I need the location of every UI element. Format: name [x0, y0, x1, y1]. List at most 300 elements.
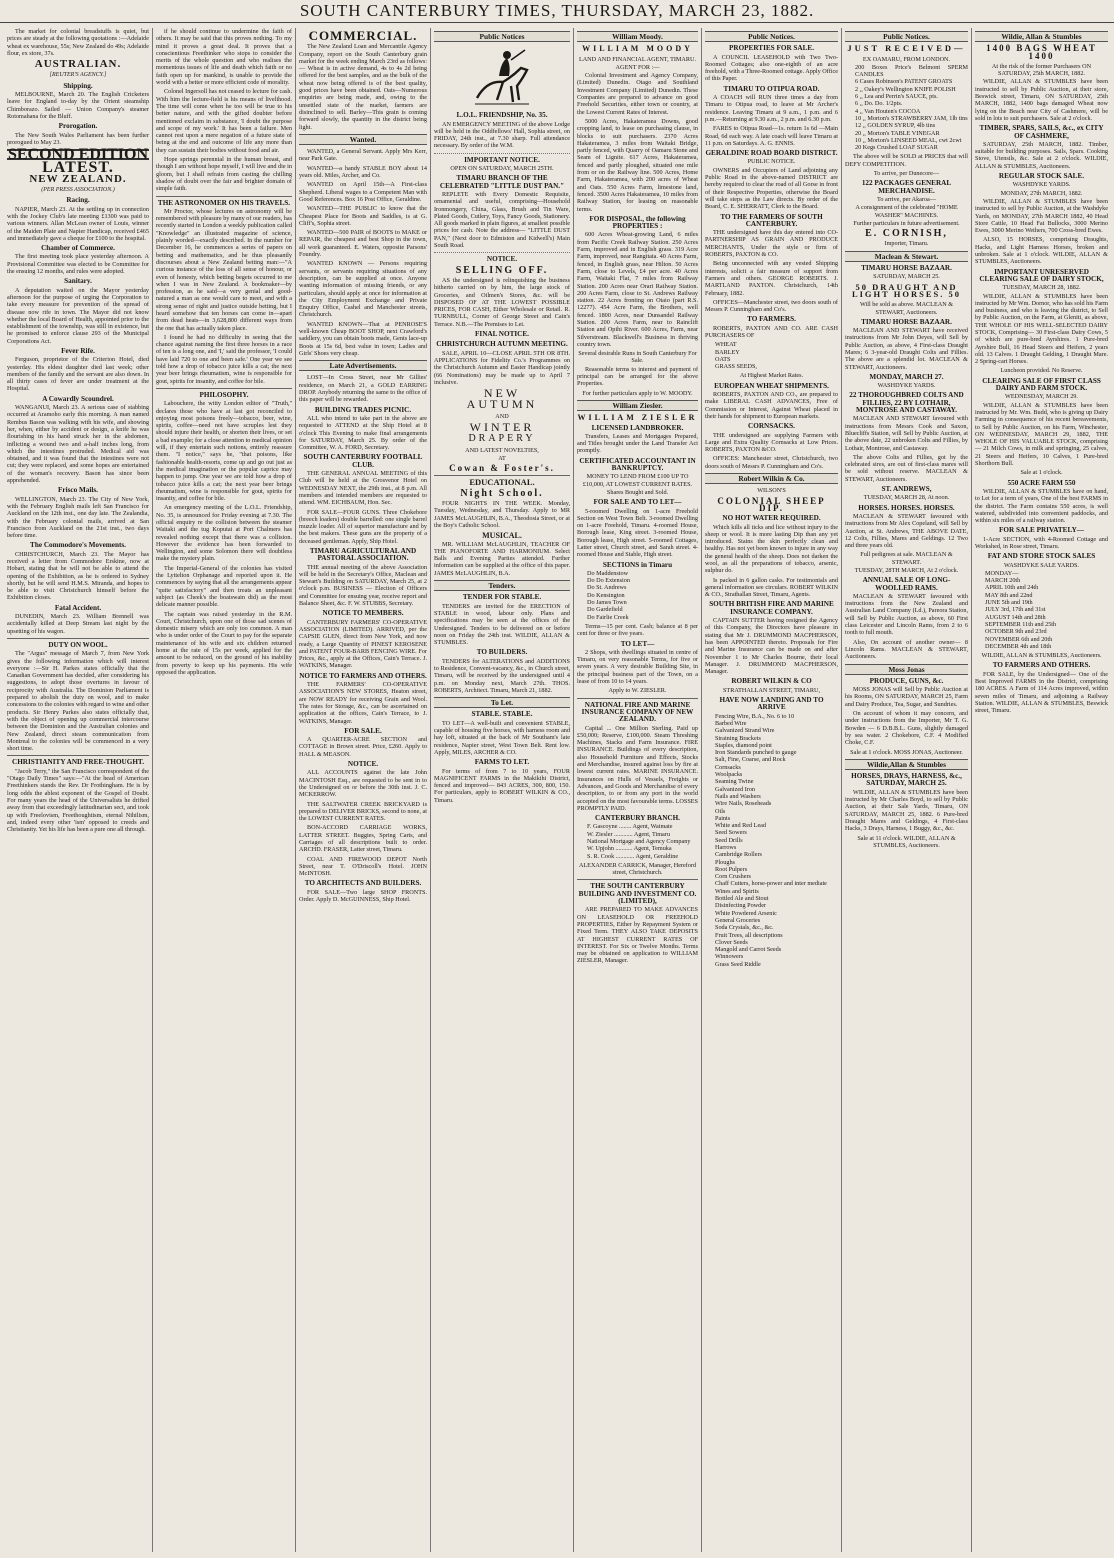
saturday-march-25: SATURDAY, MARCH 25. — [873, 273, 940, 281]
st-andrews-heading: ST. ANDREWS, — [881, 485, 932, 494]
horses-paragraph: ALSO, 15 HORSES, comprising Draughts, Hacks, and Light Harness Horses, broken and unbroken. Sale at 1 o'clock. WILDIE, ALLAN & STUMBLES, Auctioneers. — [975, 236, 1108, 266]
cowan-foster-label: Cowan & Foster's. — [449, 463, 555, 474]
otipua-paragraph: A COACH will RUN three times a day from Timaru to Otipua road, to leave at Mr Archer's residence. Leaving Timaru at 9 a.m., 1 p.m. and 6 p.m.—Returning at 9.30 a.m., 2 p.m. and 6.30 p.m. — [705, 94, 838, 123]
racing-paragraph: NAPIER, March 23. At the settling up in connection with the Jockey Club's late meeting £1300 was paid to various winners. Allan McLean owner of Louis, winner of the Maiden Plate and Napier Handicap, received £465 and immediately gave a cheque for £100 to the hospital. — [7, 205, 149, 242]
public-notices-banner: Public Notices. — [705, 31, 838, 42]
divider — [577, 879, 698, 880]
prorogation-paragraph: The New South Wales Parliament has been further prorogued to May 23. — [7, 131, 149, 146]
dust-pan-heading: TIMARU BRANCH OF THE CELEBRATED "LITTLE DUST PAN." — [439, 174, 565, 190]
cooperative-paragraph: CANTERBURY FARMERS' CO-OPERATIVE ASSOCIATION (LIMITED). ARRIVED, per the CAPSIE GLEN, direct from New York, and now ready, a Large Quantity of PINEST KEROSENE and PATENT FOUR-BARB FENCING WIRE. For Prices, &c., apply at the Offices, Cain's Terrace. J. WATKINS, Manager. — [299, 618, 427, 670]
list-item: Seaming Twine — [715, 778, 754, 786]
ex-oamaru: EX OAMARU, FROM LONDON. — [862, 55, 951, 63]
otipua-heading: TIMARU TO OTIPUA ROAD. — [723, 84, 820, 93]
advances-paragraph: ROBERTS, PAXTON AND CO., are prepared to make LIBERAL CASH ADVANCES, Free of Commission or Interest, Against Wheat placed in their hands for shipment to European markets. — [705, 391, 838, 420]
column-5 — [573, 28, 701, 1552]
list-item: Chaff Cutters, horse-power and inter mediate — [715, 880, 827, 888]
fat-store-heading: FAT AND STORE STOCK SALES — [987, 552, 1096, 561]
draught-horses-heading: 50 DRAUGHT AND LIGHT HORSES. 50 — [851, 281, 962, 299]
geraldine-heading: GERALDINE ROAD BOARD DISTRICT. — [705, 149, 838, 158]
commercial-heading: COMMERCIAL. — [308, 28, 418, 43]
column-2 — [152, 28, 295, 1552]
list-item: Do Gardefield — [587, 606, 623, 614]
account-paragraph: On account of whom it may concern, and under instructions from the Importer, Mr T. G. Bowden — 6 D.B.B.L. Guns, slightly damaged by sea water. 2 Chokebore, C.F. 4 Modified Choke, C.F. — [845, 710, 968, 747]
home-washer-label: A consignment of the celebrated "HOME WASHER" MACHINES. — [855, 204, 958, 219]
australian-heading: AUSTRALIAN. — [34, 58, 122, 71]
sale-time: Sale at 1 o'clock. — [1020, 469, 1063, 477]
monday-march-27: MONDAY, MARCH 27. — [869, 372, 944, 381]
to-let-heading: TO LET— — [620, 639, 655, 648]
list-item: 10 ,, Morton's LINSEED MEAL, cwt 2cwt — [855, 136, 962, 144]
monday-27th: MONDAY, 27th MARCH, 1882. — [1000, 189, 1083, 197]
offices-2-paragraph: OFFICES: Manchester street, Christchurch, two doors south of Messrs P. Cunningham and Co's. — [705, 455, 838, 470]
lodge-illustration — [434, 46, 570, 108]
pastoral-paragraph: THE annual meeting of the above Association will be held in the Secretary's Office, Maclean and Stewart's Building on SATURDAY, March 25, at 2 o'clock p.m. BUSINESS — Election of Officers and Committee for ensuing year, receive report and Balance Sheet, &c. F. W. STUBBS, Secretary. — [299, 563, 427, 608]
notice-heading: NOTICE. — [347, 760, 379, 769]
list-item: Do James Town — [587, 599, 627, 607]
stable-let-paragraph: TO LET—A well-built and convenient STABLE, capable of housing five horses, with harness room and hay loft, situated at the back of Mr Southam's late residence, Napier street, West Town Belt. Rent low. Apply, MILES, ARCHER & CO. — [434, 719, 570, 756]
musical-heading: MUSICAL. — [482, 531, 522, 541]
horseman-illustration — [467, 46, 537, 108]
apply-label: Apply to W. ZIESLER. — [608, 687, 667, 695]
properties-heading: PROPERTIES FOR SALE. — [728, 44, 814, 53]
night-school-paragraph: FOUR NIGHTS IN THE WEEK. Monday, Tuesday, Wednesday, and Thursday. Apply to MR JAMES McLAUGHLIN, B.A., Theodosia Street, or at the Boy's Catholic School. — [434, 500, 570, 529]
list-item: APRIL 10th and 24th — [985, 584, 1039, 592]
list-item: Seed Drills — [715, 836, 743, 844]
maclean-paragraph: MACLEAN AND STEWART have received instructions from Mr John Deyes, will Sell by Public Auction, as above, 4 First-class Draught Mares; 6 3-year-old Draught Colts and Fillies. The above are a splendid lot. MACLEAN & STEWART, Auctioneers. — [845, 327, 968, 371]
bags-wheat-heading: 1400 BAGS WHEAT 1400 — [986, 43, 1097, 61]
just-received-heading: JUST RECEIVED— — [847, 43, 966, 54]
philosophy-heading: PHILOSOPHY. — [199, 390, 249, 399]
farmers-paragraph: THE FARMERS' CO-OPERATIVE ASSOCIATION'S NEW STORES, Heaton street, are NOW READY for receiving Grain and Wool. The rates for Storage, &c., can be ascertained on application at the offices, Cain's Terrace, to J. WATKINS, Manager. — [299, 681, 427, 725]
forsale-let-heading: FOR SALE AND TO LET— — [593, 498, 682, 507]
grain-list — [715, 341, 838, 370]
architects-paragraph: FOR SALE—Two large SHOP FRONTS. Order. Apply D. McGUINNESS, Ship Hotel. — [299, 888, 427, 904]
divider — [434, 153, 570, 154]
musical-paragraph: MR. WILLIAM McLAUGHLIN, TEACHER OF THE PIANOFORTE AND HARMONIUM. Select Balls and Evening Parties attended. Further information can be supplied at the office of this paper. JAMES McLAUGHLIN, B.A. — [434, 540, 570, 577]
farmers-heading: NOTICE TO FARMERS AND OTHERS. — [299, 671, 427, 680]
list-item: Cambridge Rollers — [715, 851, 762, 859]
wheat-sale-paragraph: WILDIE, ALLAN & STUMBLES have been instructed to sell by Public Auction, at their store, Beswick street, Timaru, ON SATURDAY, 25th MARCH, 1882, 1400 bags damaged Wheat now lying on the Beach near City of Cashmere, will be sold in lots to suit purchasers. Sale at 2 o'clock. — [975, 78, 1108, 122]
guns-notice: FOR SALE—FOUR GUNS. Three Chokebore (breech loaders) double barrelled: one single barrel muzzle loader. All of superior manufacture and by the best makers. These guns are the property of a deceased gentleman. Apply, Ship Hotel. — [299, 508, 427, 545]
shares-label: Shares Bought and Sold. — [606, 488, 669, 496]
list-item: Wines and Spirits — [715, 887, 759, 895]
list-item: JULY 3rd, 17th and 31st — [985, 606, 1046, 614]
pedigrees-label: Full pedigrees at sale. MACLEAN & STEWART. — [860, 551, 953, 566]
list-item: 6 Cases Robinson's PATENT GROATS — [855, 78, 953, 86]
divider — [434, 475, 570, 476]
tenders-banner: Tenders. — [434, 580, 570, 591]
list-item: Ploughs — [715, 858, 735, 866]
moss-jonas-banner: Moss Jonas — [845, 664, 968, 675]
washdyke-yards: WASHDYKE YARDS. — [1012, 181, 1071, 189]
public-notices-banner: Public Notices. — [845, 31, 968, 42]
fatal-paragraph: DUNEDIN, March 23. William Brennell was accidentally killed at Deep Stream last night by the upsetting of his wagon. — [7, 613, 149, 635]
goods-list — [855, 64, 968, 152]
list-item: MONDAY— — [985, 569, 1019, 577]
list-item: F. Gascoyne ........ Agent, Waimate — [587, 823, 673, 831]
important-paragraph: OPEN ON SATURDAY, MARCH 25TH. — [450, 165, 554, 173]
cornsacks-paragraph: THE undersigned are supplying Farmers with Large and Extra Quality Cornsacks at Low Prices. ROBERTS, PAXTON &CO. — [705, 431, 838, 454]
commerce-heading: Chamber of Commerce. — [41, 244, 115, 253]
maclean-stewart-banner: Maclean & Stewart. — [845, 251, 968, 262]
terms-2-paragraph: Terms—15 per cent. Cash; balance at 8 per cent for three or five years. — [577, 622, 698, 638]
autumn-label: AUTUMN — [466, 397, 538, 412]
final-notice-heading: FINAL NOTICE. — [475, 330, 529, 339]
fatal-heading: Fatal Accident. — [54, 603, 102, 612]
forsale-heading: FOR SALE. — [344, 726, 382, 735]
column-3 — [295, 28, 430, 1552]
divider — [434, 252, 570, 253]
picnic-paragraph: ALL who intend to take part in the above are requested to ATTEND at the Ship Hotel at 8 o'clock This Evening to make final arrangements for SATURDAY, March 25. By order of the Committee, W. A. FORD, Secretary. — [299, 414, 427, 452]
list-item: National Mortgage and Agency Company — [587, 837, 691, 845]
commodore-heading: The Commodore's Movements. — [30, 541, 126, 550]
dip-paragraph-2: Is packed in 6 gallon casks. For testimonials and general information see circulars. ROBERT WILKIN & CO., Strathallan Street, Timaru, Agents. — [705, 576, 838, 599]
scoundrel-heading: A Cowardly Scoundrel. — [42, 394, 114, 403]
list-item: White and Red Lead — [715, 822, 767, 830]
list-item: General Groceries — [715, 916, 761, 924]
football-heading: SOUTH CANTERBURY FOOTBALL CLUB. — [303, 453, 423, 469]
list-item: Cornsacks — [715, 763, 741, 771]
frisco-heading: Frisco Mails. — [58, 486, 98, 495]
list-item: 200 Boxes Price's Belmont SPERM CANDLES — [855, 63, 968, 79]
list-item: Seed Sowers — [715, 829, 747, 837]
column-1 — [4, 28, 152, 1552]
fever-paragraph: Ferguson, proprietor of the Criterion Hotel, died yesterday. His eldest daughter died last week; other members of the family and the servant are also down. In all thirty cases of fever are under treatment at the Hospital. — [7, 356, 149, 393]
divider — [577, 698, 698, 699]
wool-heading: DUTY ON WOOL. — [48, 640, 108, 649]
list-item: Barbed Wire — [715, 719, 747, 727]
list-item: Root Pulpers — [715, 865, 748, 873]
philosophy-paragraph-3: The Imperial-General of the colonies has visited the Lyttelton Orphanage and reported upon it. He commences by saying that all the arrangements appear "quite satisfactory" and then treats an unpleasant subject (as Cheek's the boatswain did) as the most delicate manner possible. — [156, 564, 292, 609]
annual-rams-heading: ANNUAL SALE OF LONG-WOOLLED RAMS. — [862, 576, 951, 592]
winter-label: WINTER — [469, 419, 535, 434]
brickyard-notice: THE SALTWATER CREEK BRICKYARD is prepared to DELIVER BRICKS, second to none, at the LOWEST CURRENT RATES. — [299, 800, 427, 823]
regular-stock-heading: REGULAR STOCK SALE. — [998, 172, 1085, 181]
list-item: Straining Brackets — [715, 734, 761, 742]
at-label: AT — [498, 454, 506, 462]
certificated-heading: CERTIFICATED ACCOUNTANT IN BANKRUPTCY. — [579, 456, 696, 473]
list-item: NOVEMBER 6th and 20th — [985, 635, 1053, 643]
list-item: MAY 8th and 22nd — [985, 591, 1033, 599]
column-8 — [971, 28, 1111, 1552]
reuter-credit: [REUTER'S AGENCY.] — [49, 72, 107, 79]
money-to-lend: MONEY TO LEND FROM £100 UP TO £10,000, AT LOWEST CURRENT RATES. — [582, 473, 693, 488]
list-item: Winnowers — [715, 953, 744, 961]
autumn-meeting-paragraph: SALE, APRIL 10—CLOSE APRIL 5TH OR 8TH. APPLICATIONS for Fidelity Co.'s Programmes on the Christchurch Autumn and Easter Handicap jointly (66 Nominations) may be made up to April 7 inclusive. — [434, 349, 570, 386]
builders-heading: TO BUILDERS. — [476, 648, 528, 657]
timber-paragraph: SATURDAY, 25th MARCH, 1882. Timber, suitable for building purposes. Sails, Spars. Cooking Stove, Utensils, &c. Sale at 2 o'clock. WILDIE, ALLAN & STUMBLES, Auctioneers. — [975, 140, 1108, 170]
list-item: DECEMBER 4th and 18th — [985, 642, 1052, 650]
public-notices-banner: Public Notices — [434, 31, 570, 42]
list-item: Soda Crystals, &c., &c. — [715, 924, 774, 932]
autumn-meeting-heading: CHRISTCHURCH AUTUMN MEETING. — [436, 340, 568, 349]
list-item: Do Do Extension — [587, 577, 630, 585]
land-paragraph: 5000 Acres, Hakateramea Downs, good cropping land, to lease on purchasing clause, in blocks to suit purchasers. 2370 Acres Hakateramea, 3 miles from Waitaki Bridge, partly fenced, with Quarry of Oamaru Stone and Seam of Lignite. 617 Acres, Hakateramea, fenced and partly ploughed, situated one mile from or on the Railway line. 500 Acres, Home Farm, Hakateramea, with 200 acres of Wheat and Oats. 550 Acres Farm, limestone land, fenced. 3500 Acres Hakateramea, 10 miles from Railway Station, for leasing on reasonable terms. — [577, 117, 698, 213]
timber-heading: TIMBER, SPARS, SAILS, &c., ex CITY OF CASHMERE, — [979, 124, 1104, 140]
astronomer-paragraph-2: I found he had no difficulty in seeing that the chance against naming the first three horses in a race of ten is a long one, and 'I,' said the professor, 'I could have laid 720 to one and been safe.' One year we see told how a drop of tobacco juice kills a cat; the next year beer brings rheumatism, wine is responsible for gout, spirits for insanity, and coffee for bile. — [156, 333, 292, 385]
horse-bazaar-heading: TIMARU HORSE BAZAAR. — [861, 264, 952, 273]
sale-dates-list — [985, 570, 1108, 650]
coal-notice: COAL AND FIREWOOD DEPOT North Street, near T. O'Driscoll's Hotel. JOHN McINTOSH. — [299, 855, 427, 878]
masthead: SOUTH CANTERBURY TIMES, THURSDAY, MARCH 23, 1882. — [0, 0, 1114, 23]
list-item: BARLEY — [715, 348, 740, 356]
importer-label: Importer, Timaru. — [884, 240, 929, 248]
list-item: OCTOBER 9th and 23rd — [985, 628, 1047, 636]
national-insurance-heading: NATIONAL FIRE AND MARINE INSURANCE COMPANY OF NEW ZEALAND. — [581, 700, 694, 724]
wildie-banner: Wildie,Allan & Stumbles — [845, 759, 968, 770]
philosophy-paragraph-4: The captain was raised yesterday in the R.M. Court, Christchurch, upon one of those sad scenes of domestic misery which are only too common. A man who is under order of the Court to pay for the separate maintenance of his wife and six children returned home at the rate of 15s per week, applied for the amount to be reduced, on the ground of his inability from poverty to keep up his payments. His wife opposed the application. — [156, 610, 292, 676]
list-item: Galvanized Iron — [715, 785, 756, 793]
farmers-sc-heading: TO THE FARMERS OF SOUTH CANTERBURY. — [720, 212, 823, 228]
sheep-dip-heading: COLONIAL SHEEP DIP. — [717, 495, 826, 513]
farms-let-heading: FARMS TO LET. — [474, 758, 530, 767]
stock-list — [715, 713, 838, 968]
lodge-paragraph: AN EMERGENCY MEETING of the above Lodge will be held in the Oddfellows' Hall, Sophia street, on FRIDAY, 24th inst., at 7.30 sharp. Full attendance necessary. By order of the W.M. — [434, 120, 570, 150]
faith-paragraph-2: Colonel Ingersoll has not ceased to lecture for cash. With him the lecture-field is his means of livelihood. The time will come when he too will be true to his better nature, and with the gifted doubter before mentioned exclaim in substance, 'I doubt the purpose and scope of my work.' It has been a failure. Men cannot rest upon a mere negation of a future state of being at the end and outcome of life any more than they can sustain their bodies without food and air. — [156, 88, 293, 154]
council-leasehold-paragraph: A COUNCIL LEASEHOLD with Two Two-Roomed Cottages; also one-eighth of an acre freehold, with a Three-Roomed cottage. Apply Office of this Paper. — [705, 53, 838, 83]
list-item: Clover Seeds — [715, 938, 748, 946]
commercial-paragraph: The New Zealand Loan and Mercantile Agency Company, report on the South Canterbury grain market for the week ending March 23rd as follows:— Wheat is in active demand, 4s to 4s 2d being offered for the best samples, and as the bulk of the wheat now being offered is of the best quality, good prices have been obtained. Oats—Numerous enquiries are being made, and, owing to the unsettled state of the market, farmers are disinclined to sell. Barley—This grain is coming forward slowly, the quantity in the district being light. — [299, 43, 427, 131]
list-item: 20 Kegs Crushed LOAF SUGAR — [855, 144, 938, 152]
ziesler-banner: William Ziesler. — [577, 400, 698, 411]
list-item: Salt, Fine, Coarse, and Rock — [715, 756, 786, 764]
terms-paragraph: Reasonable terms to interest and payment of principal can be arranged for the above Properties. — [577, 365, 698, 388]
wanted-item: WANTED—THE PUBLIC to know that the Cheapest Place for Boots and Saddles, is at G. Cliff's, Sophia street. — [299, 205, 427, 227]
wanted-item: WANTED KNOWN—That at PENROSE'S well-known Cheap BOOT SHOP, next Crawford's saddlery, you can obtain boots made, Gents lace-up Boots at 15s 6d, best value in town; Ladies and Girls' Shoes very cheap. — [299, 320, 427, 357]
fares-paragraph: FARES to Otipua Road—1s. return 1s 6d —Main Road, 6d each way. A late coach will leave Timaru at 11 p.m. on Saturdays. A. G. ENNIS. — [705, 125, 838, 147]
tuesday-march-28: TUESDAY, MARCH 28, At noon. — [863, 494, 950, 502]
builders-paragraph: TENDERS for ALTERATIONS and ADDITIONS to Residence, Convent-vacancy, &c., in Church street, Timaru, will be received by the undersigned until 4 p.m. on Monday next, March 27th. THOS. ROBERTS, Architect. Timaru, March 21, 1882. — [434, 657, 570, 694]
press-credit: (PER PRESS ASSOCIATION.) — [41, 187, 115, 194]
forsale-paragraph: A QUARTER-ACRE SECTION and COTTAGE in Brown street. Price, £260. Apply to HALL & MEASON. — [299, 736, 427, 758]
wildie-paragraph: WILDIE, ALLAN & STUMBLES have been instructed by Mr Charles Boyd, to sell by Public Auction, at their Sale Yards, Timaru, ON SATURDAY, MARCH 25, 1882. 6 Pure-bred Draught Mares and Geldings, 4 First-class Hacks, 3 Drays, Harness, 1 Buggy, &c., &c. — [845, 788, 968, 833]
farms-let-paragraph: For terms of from 7 to 10 years, FOUR MAGNIFICENT FARMS in the Makikihi District, fenced and improved— 843 ACRES, 300, 800, 150. For particulars, apply to ROBERT WILKIN & CO., Timaru. — [434, 767, 570, 804]
list-item: Iron Standards punched to gauge — [715, 749, 797, 757]
divider — [156, 388, 292, 389]
column-6 — [701, 28, 841, 1552]
disposal-paragraph: 600 Acres Wheat-growing Land, 6 miles from Pacific Creek Railway Station. 250 Acres Farm, improved and in English grass. 319 Acre Farm, improved, near Rangitata. 40 Acres Farm, fenced, in English grass, near Hilton. 50 Acres Farm, close to Levels, £4 per acre. 40 Acres Farm, Waitaki Flat, 7 miles from Railway Station. 200 Acres near Orari Railway Station. 200 Acres Farm, close to St. Andrews Railway station. 22 Acres fronting on Otaio (part R.S. 12277). 454 Acre Farm, the Brothers, well fenced. 1800 Acres, near Dunsandel Railway Station. 200 Acres Farm, near to Rainclift Station and Opihi River. 600 Acres, Farm, near Silverstream. Blackwell's Business in thriving country town. — [577, 231, 698, 348]
important-heading: IMPORTANT NOTICE. — [464, 155, 540, 164]
farm-stock-paragraph: WILDIE, ALLAN & STUMBLES have been instructed by Mr. Wm. Budd, who is giving up Dairy Farming in consequence of his recent bereavements, to Sell by Public Auction, on his Farm, Winchester, ON WEDNESDAY, MARCH 29, 1882, THE WHOLE OF HIS VALUABLE STOCK, comprising— 21 Milch Cows, in milk and springing, 25 calves, 21 Steers and Heifers, 10 Calves, 1 Pure-bred Shorthorn Bull. — [975, 401, 1108, 468]
wanted-item: WANTED KNOWN — Persons requiring servants, or servants requiring situations of any description, can be supplied at once. Anyone wanting information of missing friends, or any particulars, should apply at once for information at the City Employment Exchange and Private Enquiry Office, Cashel and Manchester streets, Christchurch. — [299, 260, 427, 319]
farm-550-paragraph: WILDIE, ALLAN & STUMBLES have on hand, to Let for a term of years, One of the best FARMS in the district. The Farm contains 550 acres, is well watered, subdivided into convenient paddocks, and within six miles of a railway station. — [975, 487, 1108, 525]
regular-stock-paragraph: WILDIE, ALLAN & STUMBLES have been instructed to sell by Public Auction, at the Washdyke Yards, on MONDAY, 27th MARCH 1882, 40 Head Store Cattle, 10 Head Fat Bullocks, 3000 Merino Ewes, 3000 Merino Wethers, 700 Cross-bred Ewes. — [975, 197, 1108, 235]
list-item: Harrows — [715, 843, 737, 851]
to-let-paragraph: 2 Shops, with dwellings situated in centre of Timaru, on very reasonable Terms, for five or seven years. A very desirable Building Site, in the principal business part of the Town, on a lease of from 10 to 14 years. — [577, 648, 698, 686]
list-item: Oils — [715, 807, 726, 815]
price-note: The above will be SOLD at PRICES that will DEFY COMPETITION. — [845, 153, 968, 168]
cornsacks-heading: CORNSACKS. — [748, 422, 795, 431]
wildie-signature: Sale at 11 o'clock. WILDIE, ALLAN & STUMBLES, Auctioneers. — [857, 834, 956, 849]
architects-heading: TO ARCHITECTS AND BUILDERS. — [304, 879, 422, 888]
list-item: Disinfecting Powder — [715, 902, 767, 910]
list-item: Do Maddenstow — [587, 569, 629, 577]
moody-name: WILLIAM MOODY — [582, 44, 693, 54]
list-item: Do Fairlie Creek — [587, 613, 629, 621]
stable-tender-heading: TENDER FOR STABLE. — [462, 593, 542, 602]
dip-paragraph: Which kills all ticks and lice without injury to the sheep or wool. It is more lasting Dip than any yet introduced. Stains the skin perfectly clean and healthy. Has not yet been known to injure in any way the general health of the sheep. Does not darken the wool, as all the preparations of tobacco, arsenic, sulphur do. — [705, 523, 838, 575]
markets-paragraph: The market for colonial breadstuffs is quiet, but prices are steady at the following quotations :—Adelaide wheat ex warehouse, 55s; New Zealand do 49s; Adelaide flour, ex store, 37s. — [7, 28, 149, 57]
lodge-heading: L.O.L. FRIENDSHIP, No. 35. — [456, 111, 548, 120]
sections-heading: SECTIONS in Timaru — [602, 560, 673, 569]
philosophy-paragraph: Labouchere, the witty London editor of "Truth," declares those who have at last got reconciled to enjoying most poisons freely—tobacco, beer, wine, spirits, coffee—need not have scruples lest they should injure their health, or shorten their lives, or set a bad example; for a close attention to medical opinion will, if they entertain such notions, entirely reassure them. "I notice," says he, "that poisons, like fashionable health-resorts, come up and go out just as the medical imagination or the popular caprice may happen to jump. One year we are told how a drop of tobacco juice kills a cat; the next year beer brings rheumatism, wine is responsible for gout, spirits for insanity, and coffee for bile. — [156, 400, 292, 503]
list-item: AUGUST 14th and 28th — [985, 613, 1046, 621]
list-item: 6 ,, Lea and Perrin's SAUCE, pts. — [855, 93, 938, 101]
list-item: 2 ,, Oakey's Wellington KNIFE POLISH — [855, 85, 956, 93]
column-4 — [430, 28, 573, 1552]
column-7 — [841, 28, 971, 1552]
tuesday-march-28: TUESDAY, MARCH 28, 1882. — [1002, 284, 1081, 292]
clearing-sale-heading: IMPORTANT UNRESERVED CLEARING SALE OF DAIRY STOCK, — [979, 267, 1104, 283]
list-item: S. R. Cook ............ Agent, Geraldine — [587, 852, 679, 860]
philosophy-paragraph-2: An emergency meeting of the L.O.L. Friendship, No. 35, is announced for Friday evening at 7.30. The official enquiry re the collision between the steamer Waitaki and the tug Koputai at Port Chalmers has revealed nothing except that there was a collision. However the evidence has been forwarded to Wellington, and some Solomon there will doubtless make the mystery plain. — [156, 504, 292, 563]
astronomer-heading: THE ASTRONOMER ON HIS TRAVELS. — [157, 198, 291, 207]
list-item: Paints — [715, 814, 731, 822]
prorogation-heading: Prorogation. — [58, 122, 98, 131]
christianity-heading: CHRISTIANITY AND FREE-THOUGHT. — [12, 758, 144, 767]
rams-paragraph: MACLEAN & STEWART favoured with instructions from the New Zealand and Australian Land Company (Ld.), Pareora Station, will Sell by Public Auction, as above, 60 First class Leicester and Lincoln Rams, from 2 to 6 tooth to full mouth. — [845, 592, 968, 637]
horses-drays-heading: HORSES, DRAYS, HARNESS, &c., SATURDAY, MARCH 25. — [851, 772, 962, 788]
dust-pan-paragraph: REPLETE with Every Domestic Requisite, ornamental and useful, comprising—Household Ironmongery, China, Glass, Brush and Tin Ware, Plated Goods, Cutlery, Toys, Fancy Goods, Stationery. All goods marked in plain figures, at smallest possible prices for cash. Note the address— "LITTLE DUST PAN," (Next door to Edmiston and Kidwell's) Main South Road. — [434, 190, 570, 250]
several-runs: Several desirable Runs in South Canterbury For Sale. — [578, 350, 697, 365]
moss-signature: Sale at 1 o'clock. MOSS JONAS, Auctioneer. — [850, 748, 963, 756]
shipping-heading: Shipping. — [63, 81, 93, 90]
moody-role: LAND AND FINANCIAL AGENT, TIMARU. — [578, 55, 697, 63]
geraldine-paragraph: OWNERS and Occupiers of Land adjoining any Public Road in the above-named DISTRICT are hereby required to clear the road of all Gorse in front of their Respective Properties, otherwise the Board will take steps as the Law directs. By order of the Board, C. E. SHERRATT, Clerk to the Board. — [705, 166, 838, 211]
farmers-others-heading: TO FARMERS AND OTHERS. — [992, 661, 1091, 670]
list-item: Corn Crushers — [715, 873, 751, 881]
agent-paragraph: Colonial Investment and Agency Company, (Limited) Dunedin. Otago and Southland Investment Company (Limited) Dunedin. These Companies are prepared to advance on good Freehold Securities, either town or country, at the Lowest Current Rates of Interest. — [577, 72, 698, 116]
to-arrive-label: To arrive, per Dunecore— — [873, 170, 940, 178]
european-heading: EUROPEAN WHEAT SHIPMENTS. — [714, 381, 829, 390]
will-be-sold: Will be sold as above. MACLEAN & STEWART, Auctioneers. — [859, 301, 954, 316]
selling-off-heading: SELLING OFF. — [455, 264, 549, 276]
south-british-heading: SOUTH BRITISH FIRE AND MARINE INSURANCE COMPANY. — [709, 600, 834, 616]
highest-rates: At Highest Market Rates. — [739, 372, 804, 380]
further-particulars: For further particulars apply to W. MOODY. — [582, 389, 693, 397]
faith-paragraph-3: Hope springs perennial in the human breast, and though I am without hope myself, I will live and die in gloom, but I shall refrain from casting the chilling shadow of doubt over the fair and brighter domain of simple faith. — [156, 156, 292, 193]
list-item: 12 ,, GOLDEN SYRUP, 4lb tins — [855, 122, 936, 130]
list-item: Fencing Wire, B.A., No. 6 to 10 — [715, 712, 795, 720]
shipping-paragraph: MELBOURNE, March 20. The English Cricketers leave for England to-day by the Orient steamship Chimborazo. Sailed — Union Company's steamer Rotomahana for the Bluff. — [7, 91, 149, 120]
racing-heading: Racing. — [66, 196, 90, 205]
educational-heading: EDUCATIONAL. — [469, 477, 535, 488]
building-society-paragraph: ARE PREPARED TO MAKE ADVANCES ON LEASEHOLD OR FREEHOLD PROPERTIES, Either by Repayment System or Fixed Term. THEY ALSO TAKE DEPOSITS AT HIGHEST CURRENT RATES OF INTEREST. For Six or Twelve Months. Terms may be obtained on application to WILLIAM ZIESLER, Manager. — [577, 906, 698, 965]
football-paragraph: THE GENERAL ANNUAL MEETING of this Club will be held at the Grosvenor Hotel on WEDNESDAY NEXT, the 29th inst., at 8 p.m. All members and intended members are requested to attend. WM. EICHBAUM, Hon. Sec. — [299, 470, 427, 507]
list-item: Bottled Ale and Stout — [715, 895, 769, 903]
disposal-heading: FOR DISPOSAL, the following PROPERTIES : — [589, 214, 686, 231]
maclean-paragraph-3: MACLEAN & STEWART favoured with instructions from Mr Alex Copeland, will Sell by Auction, at St. Andrews, THE ABOVE DATE, 12 Colts, Fillies, Mares and Geldings. 12 Two and three years old. — [845, 512, 968, 550]
also-paragraph: Also, On account of another owner— 8 Lincoln Rams. MACLEAN & STEWART, Auctioneers. — [845, 638, 968, 661]
notice-heading: NOTICE. — [486, 255, 518, 264]
list-item: Do Kensington — [587, 591, 625, 599]
fever-heading: Fever Rife. — [61, 346, 95, 355]
to-farmers-heading: TO FARMERS. — [747, 315, 796, 324]
cash-purchasers-paragraph: ROBERTS, PAXTON AND CO. ARE CASH PURCHASERS OF — [705, 324, 838, 339]
washdyke-yards: WASHDYKE YARDS. — [877, 382, 936, 390]
novelties-label: AND LATEST NOVELTIES, — [465, 446, 539, 454]
sale-privately-heading: FOR SALE PRIVATELY— — [999, 526, 1084, 535]
packages-label: 122 PACKAGES GENERAL MERCHANDISE. — [861, 179, 952, 195]
commerce-paragraph: The first meeting took place yesterday afternoon. A Provisional Committee was elected to be Committee for the ensuing 12 months, and rules were adopted. — [7, 253, 149, 276]
offices-paragraph: OFFICES—Manchester street, two doors south of Messrs P. Cunningham and Co's. — [705, 298, 838, 314]
list-item: W. Upjohn ........... Agent, Temuka — [587, 845, 672, 853]
national-insurance-paragraph: Capital ... One Million Sterling. Paid up £50,000; Reserve, £100,000. Steam Threshing Machines, Stacks and Farm Insurance. FIRE INSURANCE. Buildings of every description, also Household Furniture and Effects, Stocks and Merchandise, insured against loss by fire at lowest current rates. MARINE INSURANCE. Insurances on Hulls of Vessels, Freights or Advances, and Goods and Merchandise of every description, to or from any port in the world accepted on the most favourable terms. LOSSES PROMPTLY PAID. — [577, 724, 698, 812]
wanted-item: WANTED on April 15th—A First-class Shepherd. Liberal wages to a Competent Man with Good References. Box 16 Post Office, Geraldine. — [299, 181, 427, 203]
picnic-heading: BUILDING TRADES PICNIC. — [314, 405, 412, 414]
astronomer-paragraph: Mr Proctor, whose lectures on astronomy will be remembered with pleasure by many of our readers, has recently started in London a weekly publication called "Knowledge" an illustrated magazine of science, plainly worded—exactly described. In the number for December 16, he commences a series of papers on betting and mathematics, and he thus pleasantly discourses about a New Zealand betting man:—"A curious instance of the loss of all sense of honour, or even of honesty, which betting begets occurred to me when I was in New Zealand. A bookmaker—by profession, as he said—a very genial and good-natured a man as one would care to meet, and with a strong sense of right and justice outside betting, but I heard somehow that ten horses can come in—apart from dead heats—in 3,628,800 different ways from the one that has actually taken place. — [156, 207, 292, 332]
list-item: Nails and Washers — [715, 792, 761, 800]
list-item: W. Ziesler ............ Agent, Timaru — [587, 830, 670, 838]
list-item: Woolpacks — [715, 771, 743, 779]
to-let-banner: To Let. — [434, 697, 570, 708]
wool-paragraph: The "Argus" message of March 7, from New York gives the following information which will interest everyone :—Sir H. Parkes states officially that the Canadian Government has decided, after considering his suggestions, to adopt those overtures in favour of reciprocity with Australia. The Dominion Parliament is prepared to abolish the duty on wool, and to make concessions to the colonies with regard to wine and other products. Sir Henry Parkes also states officially that, with the object of opening up commercial intercourse between the Dominion and the Australian colonies and New Zealand, direct steam communication from Montreal to the colonies will be commenced in a very short time. — [7, 650, 149, 753]
horse-bazaar-heading-2: TIMARU HORSE BAZAAR. — [861, 317, 952, 326]
ziesler-name: WILLIAM ZIESLER — [577, 413, 698, 423]
stable-let-heading: STABLE. STABLE. — [471, 710, 533, 719]
wanted-item: WANTED—a handy STABLE BOY about 14 years old. Miles, Archer, and Co. — [299, 164, 427, 180]
list-item: WHEAT — [715, 341, 737, 349]
moody-banner: William Moody. — [577, 31, 698, 42]
list-item: MARCH 20th — [985, 577, 1021, 585]
thoroughbred-heading: 22 THOROUGHBRED COLTS AND FILLIES, 22 BY LOTHAIR, MONTROSE AND CASTAWAY. — [849, 391, 964, 415]
drapery-label: DRAPERY — [468, 433, 536, 445]
new-zealand-heading: NEW ZEALAND. — [29, 172, 127, 185]
agents-list — [587, 823, 698, 859]
list-item: Fruit Trees, all descriptions — [715, 931, 783, 939]
washdyke-sale-yards: WASHDYKE SALE YARDS. — [1004, 561, 1079, 569]
sections-list — [587, 570, 698, 621]
faith-paragraph-1: if he should continue to undermine the faith of others. It may be said that this proves nothing. To my mind it proves a great deal. It proves that a conscientious Freethinker who stops to consider the merits of the whole question and who realises the momentous issues of life and death which faith or no faith open up for mankind, is unable to provide the world with a better or more efficient code of morality. — [156, 28, 292, 87]
night-school-heading: Night School. — [460, 487, 544, 499]
list-item: Staples, diamond point — [715, 741, 772, 749]
agent-for-label: AGENT FOR :— — [615, 63, 660, 71]
list-item: White Powdered Arsenic — [715, 909, 777, 917]
wanted-item: WANTED—500 PAIR of BOOTS to MAKE or REPAIR, the cheapest and best Shop in the town, all work guaranteed. E. Waters, opposite Parsons' Foundry. — [299, 229, 427, 259]
list-item: Mangold and Carrot Seeds — [715, 946, 782, 954]
new-label: NEW — [483, 386, 521, 401]
stable-tender-paragraph: TENDERS are invited for the ERECTION of STABLE in wood, labour only. Plans and specifications may be seen at the offices of the Undersigned. Tenders to be delivered on or before noon on Friday the 24th inst. WILDIE, ALLAN & STUMBLES. — [434, 602, 570, 647]
list-item: Wire Nails, Roseheads — [715, 800, 772, 808]
late-ads-banner: Late Advertisements. — [299, 360, 427, 371]
landing-heading: HAVE NOW LANDING AND TO ARRIVE — [719, 696, 824, 712]
pastoral-heading: TIMARU AGRICULTURAL AND PASTORAL ASSOCIATION. — [309, 547, 417, 563]
and-label: AND — [495, 412, 509, 420]
sanitary-paragraph: A deputation waited on the Mayor yesterday afternoon for the purpose of urging the Corporation to take every measure for prevention of the spread of disease now rife in town. The Mayor did not know whether the local Board of Health, appointed prior to the establishment of the township, was still in existence, but he promised to enforce clause 293 of the Municipal Corporations Act. — [7, 286, 149, 345]
scoundrel-paragraph: WANGANUI, March 23. A serious case of stabbing occurred at Aramoho early this morning. A man named Rembus Bason was walking with his wife, and showing her, when, either by accident or design, a knife he was flourishing in his hand struck her in the abdomen, inflicting a wound two and a-half inches long, from which the intestines protruded. Medical aid was obtained, and it was found that the intestines were not cut; they were replaced, and some hopes are entertained of the woman's recovery. Bason has since been apprehended. — [7, 404, 149, 485]
dates-signature: WILDIE, ALLAN & STUMBLES, Auctioneers. — [981, 652, 1102, 660]
colts-paragraph: The above Colts and Fillies, got by the celebrated sires, are out of first-class mares will be sold without reserve. MACLEAN & STEWART, Auctioneers. — [845, 453, 968, 483]
divider — [7, 638, 149, 639]
dairy-stock-paragraph: WILDIE, ALLAN & STUMBLES have been instructed by Mr Wm. Dornor, who has sold his Farm and business, and who is leaving the district, to Sell by Public Auction, on the Farm, at Gleniti, as above, THE WHOLE OF HIS WELL-SELECTED DAIRY STOCK, Comprising— 30 First-class Dairy Cows, 5 of which are pure-bred Ayrshires. 1 Pure-bred Ayrshire Bull, 16 Head Steers and Heifers, 2 years old. 13 Calves. 1 Draught Gelding, 1 Draught Mare. 2 Spring-cart Horses. — [975, 292, 1108, 366]
wanted-item: WANTED, a General Servant. Apply Mrs Kerr, near Park Gate. — [299, 148, 427, 163]
copartnership-paragraph: THE undersigned have this day entered into CO-PARTNERSHIP AS GRAIN AND PRODUCE MERCHANTS, Under the style or firm of ROBERTS, PAXTON & CO. — [705, 229, 838, 259]
list-item: SEPTEMBER 11th and 25th — [985, 620, 1057, 628]
list-item: OATS — [715, 355, 731, 363]
akaroa-label: To arrive, per Akaroa— — [876, 195, 936, 203]
forsale-let-paragraph: 5-roomed Dwelling on 1-acre Freehold Section on West Town Belt. 3-roomed Dwelling on 1-acre Freehold, Timaru. 4-roomed House, Borough lease, King street. 3-roomed House, Borough lease, High street. 5-roomed Cottages, Latter street, Church street, and Sarah street. 4-roomed House and Stable, High street. — [577, 507, 698, 559]
list-item: Galvanized Strand Wire — [715, 727, 775, 735]
no-hot-water: NO HOT WATER REQUIRED. — [722, 514, 821, 523]
ziesler-paragraph: Transfers, Leases and Mortgages Prepared, and Titles brought under the Land Transfer Act promptly. — [577, 432, 698, 455]
list-item: 10 ,, Morton's STRAWBERRY JAM, 1lb tins — [855, 114, 968, 122]
building-society-heading: THE SOUTH CANTERBURY BUILDING AND INVESTMENT CO. (LIMITED), — [578, 882, 697, 906]
clearing-sale-2-heading: CLEARING SALE OF FIRST CLASS DAIRY AND FARM STOCK. — [982, 376, 1101, 393]
list-item: JUNE 5th and 19th — [985, 599, 1033, 607]
bags-sub: At the risk of the former Purchasers ON SATURDAY, 25th MARCH, 1882. — [991, 62, 1092, 78]
sanitary-heading: Sanitary. — [64, 277, 92, 286]
second-edition-heading: SECOND EDITION — [7, 146, 149, 164]
